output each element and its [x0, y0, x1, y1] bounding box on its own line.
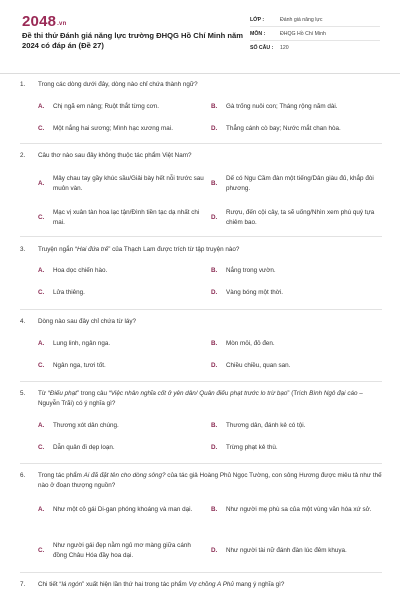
- option-a[interactable]: [38, 505, 206, 515]
- option-a[interactable]: [38, 421, 208, 431]
- option-letter: B.: [211, 340, 218, 347]
- option-b[interactable]: [211, 102, 383, 112]
- exam-title: Đề thi thử Đánh giá năng lực trường ĐHQG Hồ Chí Minh năm 2024 có đáp án (Đề 27): [22, 31, 244, 51]
- option-text: Ngân nga, tươi tốt.: [53, 362, 106, 369]
- meta-value: Đánh giá năng lực: [280, 16, 323, 23]
- question-divider: [20, 572, 382, 573]
- option-b[interactable]: [211, 339, 383, 349]
- question-text: Từ “Điếu phạt” trong câu “Việc nhân nghĩa cốt ở yên dân/ Quân điếu phạt trước lo trừ bạo” (Trích Bình Ngô đại cáo – Nguyễn Trãi) có ý nghĩa gì?: [38, 390, 363, 407]
- question-3: [20, 245, 382, 255]
- question-text: Chi tiết “lá ngón” xuất hiện lần thứ hai trong tác phẩm Vợ chồng A Phủ mang ý nghĩa gì?: [38, 581, 285, 588]
- question-4: [20, 317, 382, 327]
- option-text: Gà trống nuôi con; Tháng rộng năm dài.: [226, 103, 338, 110]
- question-text: Câu thơ nào sau đây không thuộc tác phẩm Việt Nam?: [38, 152, 192, 159]
- option-letter: B.: [211, 267, 218, 274]
- option-text: Nắng trong vườn.: [226, 267, 276, 274]
- option-letter: A.: [38, 103, 45, 110]
- option-letter: D.: [211, 362, 218, 369]
- option-letter: A.: [38, 506, 45, 513]
- option-text: Vàng bóng một thời.: [226, 289, 283, 296]
- question-number: 3.: [20, 246, 26, 253]
- question-number: 1.: [20, 81, 26, 88]
- option-letter: A.: [38, 267, 45, 274]
- option-letter: A.: [38, 422, 45, 429]
- question-text: Dòng nào sau đây chỉ chứa từ láy?: [38, 318, 137, 325]
- option-c[interactable]: [38, 541, 206, 560]
- option-a[interactable]: [38, 174, 206, 193]
- option-a[interactable]: [38, 102, 208, 112]
- option-d[interactable]: [211, 288, 383, 298]
- option-letter: D.: [211, 547, 218, 554]
- option-text: Như người tài nữ đánh đàn lúc đêm khuya.: [226, 547, 347, 554]
- meta-key: SỐ CÂU :: [250, 45, 274, 51]
- option-letter: C.: [38, 362, 45, 369]
- option-text: Như người gái đẹp nằm ngủ mơ màng giữa cánh đồng Châu Hóa đầy hoa dại.: [53, 542, 191, 559]
- option-text: Thương dân, đánh kẻ có tội.: [226, 422, 306, 429]
- option-d[interactable]: [211, 443, 383, 453]
- option-c[interactable]: [38, 443, 208, 453]
- option-text: Một nắng hai sương; Mình hạc xương mai.: [53, 125, 173, 132]
- question-divider: [20, 463, 382, 464]
- option-letter: D.: [211, 213, 218, 221]
- exam-header: [0, 0, 400, 74]
- option-text: Thương xót dân chúng.: [53, 422, 119, 429]
- option-letter: C.: [38, 444, 45, 451]
- meta-row-subject: [250, 27, 380, 41]
- question-number: 2.: [20, 152, 26, 159]
- question-divider: [20, 309, 382, 310]
- option-letter: C.: [38, 213, 45, 221]
- option-text: Lửa thiêng.: [53, 289, 85, 296]
- option-text: Trừng phạt kẻ thù.: [226, 444, 278, 451]
- question-divider: [20, 143, 382, 144]
- option-letter: B.: [211, 506, 218, 513]
- option-text: Mòn mỏi, đỏ đen.: [226, 340, 275, 347]
- option-text: Lung linh, ngân nga.: [53, 340, 111, 347]
- question-number: 5.: [20, 390, 26, 397]
- exam-meta-table: [250, 13, 380, 55]
- option-text: Dế có Ngu Cầm đàn một tiếng/Dân giàu đủ, khắp đòi phương.: [226, 175, 374, 192]
- meta-row-count: [250, 41, 380, 55]
- option-d[interactable]: [211, 208, 383, 227]
- question-number: 6.: [20, 472, 26, 479]
- site-logo[interactable]: 2048.vn: [22, 13, 67, 30]
- option-text: Rượu, đến cội cây, ta sẽ uống/Nhìn xem phú quý tựa chiêm bao.: [226, 209, 375, 226]
- question-1: [20, 80, 382, 90]
- option-c[interactable]: [38, 288, 208, 298]
- question-text: Trong các dòng dưới đây, dòng nào chỉ chứa thành ngữ?: [38, 81, 198, 88]
- question-7: [20, 580, 382, 590]
- question-number: 7.: [20, 581, 26, 588]
- option-text: Chị ngã em nâng; Ruột thắt từng cơn.: [53, 103, 160, 110]
- meta-key: MÔN :: [250, 30, 266, 37]
- question-text: Trong tác phẩm Ai đã đặt tên cho dòng sông? của tác giả Hoàng Phủ Ngọc Tường, con sông Hương được miêu tả như thế nào ở đoạn thượng nguồn?: [38, 472, 382, 489]
- question-divider: [20, 236, 382, 237]
- option-letter: D.: [211, 444, 218, 451]
- option-letter: A.: [38, 340, 45, 347]
- question-number: 4.: [20, 318, 26, 325]
- question-5: [20, 389, 382, 408]
- option-text: Chiều chiều, quan san.: [226, 362, 291, 369]
- question-divider: [20, 381, 382, 382]
- option-b[interactable]: [211, 266, 383, 276]
- option-d[interactable]: [211, 124, 383, 134]
- option-letter: C.: [38, 289, 45, 296]
- option-text: Như người mẹ phù sa của một vùng văn hóa xứ sở.: [226, 506, 372, 513]
- option-b[interactable]: [211, 174, 383, 193]
- question-2: [20, 151, 382, 161]
- question-6: [20, 471, 382, 490]
- option-c[interactable]: [38, 361, 208, 371]
- option-letter: B.: [211, 103, 218, 110]
- option-letter: C.: [38, 546, 45, 554]
- option-letter: B.: [211, 179, 218, 187]
- option-letter: C.: [38, 125, 45, 132]
- meta-value: 120: [280, 45, 289, 51]
- option-text: Mây chau tay gầy khúc sầu/Giải bày hết nỗi trước sau muôn vàn.: [53, 175, 204, 192]
- option-d[interactable]: [211, 546, 383, 556]
- option-letter: B.: [211, 422, 218, 429]
- option-d[interactable]: [211, 361, 383, 371]
- option-text: Thẳng cánh cò bay; Nước mắt chan hòa.: [226, 125, 341, 132]
- meta-value: ĐHQG Hồ Chí Minh: [280, 30, 326, 37]
- option-letter: D.: [211, 289, 218, 296]
- question-text: Truyện ngắn “Hai đứa trẻ” của Thạch Lam được trích từ tập truyện nào?: [38, 246, 240, 253]
- option-text: Hoa dọc chiến hào.: [53, 267, 108, 274]
- option-b[interactable]: [211, 421, 383, 431]
- option-c[interactable]: [38, 124, 208, 134]
- meta-key: LỚP :: [250, 16, 265, 23]
- meta-row-class: [250, 13, 380, 27]
- option-letter: D.: [211, 125, 218, 132]
- option-text: Như một cô gái Di-gan phóng khoáng và man dại.: [53, 506, 193, 513]
- option-a[interactable]: [38, 266, 208, 276]
- option-b[interactable]: [211, 505, 383, 515]
- option-c[interactable]: [38, 208, 206, 227]
- option-a[interactable]: [38, 339, 208, 349]
- option-letter: A.: [38, 179, 45, 187]
- option-text: Mạc vị xuân tàn hoa lạc tận/Đình tiền tạc dạ nhất chi mai.: [53, 209, 200, 226]
- option-text: Dẫn quân đi dẹp loạn.: [53, 444, 115, 451]
